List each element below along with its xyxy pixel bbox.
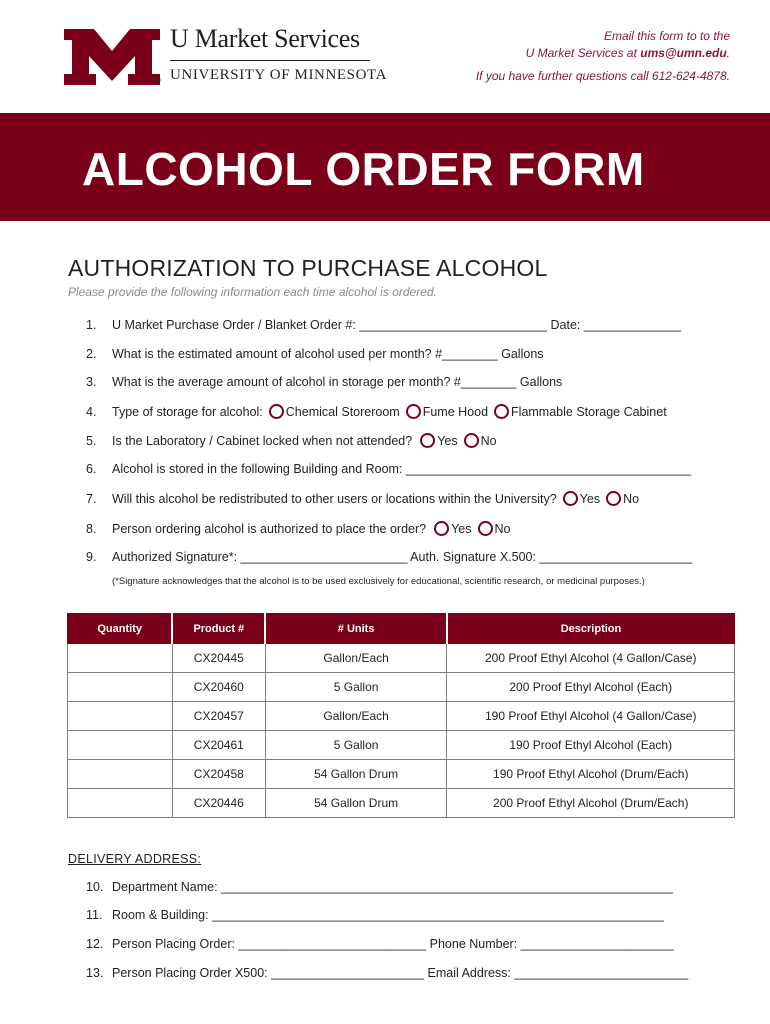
description-cell: 200 Proof Ethyl Alcohol (4 Gallon/Case) — [447, 644, 735, 673]
product-cell: CX20460 — [172, 673, 265, 702]
radio-no[interactable] — [478, 521, 493, 536]
question-number: 5. — [86, 433, 97, 448]
product-cell: CX20458 — [172, 760, 265, 789]
radio-no[interactable] — [464, 433, 479, 448]
column-header-quantity: Quantity — [68, 614, 173, 644]
order-table — [67, 613, 735, 818]
contact-prefix: U Market Services at — [525, 46, 641, 60]
radio-flammable-storage-cabinet[interactable] — [494, 404, 509, 419]
brand-university: UNIVERSITY OF MINNESOTA — [170, 67, 388, 83]
question-number: 3. — [86, 375, 97, 389]
form-title: ALCOHOL ORDER FORM — [82, 143, 645, 195]
table-row — [68, 673, 735, 702]
quantity-cell[interactable] — [68, 789, 173, 818]
option-label: Yes — [579, 491, 601, 506]
question-number: 1. — [86, 318, 97, 332]
column-header-description: Description — [447, 614, 735, 644]
table-row — [68, 702, 735, 731]
question-number: 11. — [86, 908, 103, 922]
question-number: 4. — [86, 404, 97, 419]
question-12[interactable] — [86, 937, 674, 951]
product-cell: CX20461 — [172, 731, 265, 760]
question-10[interactable] — [86, 880, 673, 894]
question-number: 13. — [86, 966, 104, 980]
question-number: 2. — [86, 347, 97, 361]
units-cell: 5 Gallon — [265, 731, 447, 760]
question-5 — [86, 433, 497, 448]
contact-line-1: Email this form to to the — [603, 29, 730, 43]
contact-email-link[interactable]: ums@umn.edu — [640, 46, 727, 60]
option-label: Chemical Storeroom — [285, 404, 400, 419]
question-8 — [86, 521, 510, 536]
question-9[interactable] — [86, 550, 692, 564]
option-label: Flammable Storage Cabinet — [511, 404, 667, 419]
registered-mark: ® — [155, 76, 161, 85]
question-1[interactable] — [86, 318, 681, 332]
question-2[interactable] — [86, 347, 544, 361]
radio-chemical-storeroom[interactable] — [269, 404, 284, 419]
quantity-cell[interactable] — [68, 673, 173, 702]
table-row — [68, 731, 735, 760]
table-header-row — [68, 614, 735, 644]
question-text: U Market Purchase Order / Blanket Order #: ___________________________ Date: ______________ — [112, 318, 682, 332]
question-text: Department Name: _________________________________________________________________ — [112, 880, 673, 894]
description-cell: 190 Proof Ethyl Alcohol (Drum/Each) — [447, 760, 735, 789]
radio-yes[interactable] — [420, 433, 435, 448]
product-cell: CX20446 — [172, 789, 265, 818]
contact-info — [476, 28, 730, 85]
question-number: 6. — [86, 462, 97, 476]
radio-no[interactable] — [606, 491, 621, 506]
units-cell: 54 Gallon Drum — [265, 789, 447, 818]
question-text: Person Placing Order X500: ______________________ Email Address: _________________________ — [112, 966, 689, 980]
question-3[interactable] — [86, 375, 562, 389]
question-13[interactable] — [86, 966, 688, 980]
table-row — [68, 760, 735, 789]
question-text: What is the average amount of alcohol in storage per month? #________ Gallons — [112, 375, 563, 389]
description-cell: 200 Proof Ethyl Alcohol (Each) — [447, 673, 735, 702]
brand-divider — [170, 60, 370, 61]
table-row — [68, 789, 735, 818]
column-header-units: # Units — [265, 614, 447, 644]
question-text: Person Placing Order: ___________________________ Phone Number: ______________________ — [112, 937, 674, 951]
question-text: Person ordering alcohol is authorized to place the order? — [112, 521, 427, 536]
section-instructions: Please provide the following information each time alcohol is ordered. — [68, 285, 437, 299]
question-6[interactable] — [86, 462, 691, 476]
question-4 — [86, 404, 667, 419]
question-text: Authorized Signature*: ________________________ Auth. Signature X.500: ______________________ — [112, 550, 693, 564]
description-cell: 200 Proof Ethyl Alcohol (Drum/Each) — [447, 789, 735, 818]
units-cell: Gallon/Each — [265, 702, 447, 731]
quantity-cell[interactable] — [68, 702, 173, 731]
option-label: Yes — [437, 433, 458, 448]
units-cell: 54 Gallon Drum — [265, 760, 447, 789]
product-cell: CX20445 — [172, 644, 265, 673]
description-cell: 190 Proof Ethyl Alcohol (4 Gallon/Case) — [447, 702, 735, 731]
quantity-cell[interactable] — [68, 760, 173, 789]
quantity-cell[interactable] — [68, 644, 173, 673]
question-text: Alcohol is stored in the following Building and Room: _________________________________________ — [112, 462, 691, 476]
option-label: No — [494, 521, 511, 536]
section-title: AUTHORIZATION TO PURCHASE ALCOHOL — [68, 255, 548, 281]
radio-yes[interactable] — [563, 491, 578, 506]
delivery-address-heading: DELIVERY ADDRESS: — [68, 852, 202, 866]
contact-line-2 — [476, 45, 730, 62]
units-cell: 5 Gallon — [265, 673, 447, 702]
units-cell: Gallon/Each — [265, 644, 447, 673]
question-text: Type of storage for alcohol: — [112, 404, 263, 419]
question-text: Will this alcohol be redistributed to other users or locations within the University? — [112, 491, 557, 506]
product-cell: CX20457 — [172, 702, 265, 731]
question-7 — [86, 491, 639, 506]
option-label: No — [480, 433, 497, 448]
question-number: 8. — [86, 521, 97, 536]
option-label: Fume Hood — [422, 404, 489, 419]
question-text: Room & Building: _________________________________________________________________ — [112, 908, 664, 922]
description-cell: 190 Proof Ethyl Alcohol (Each) — [447, 731, 735, 760]
option-label: No — [623, 491, 640, 506]
column-header-product: Product # — [172, 614, 265, 644]
question-text: Is the Laboratory / Cabinet locked when not attended? — [112, 433, 413, 448]
question-number: 9. — [86, 550, 97, 564]
contact-suffix: . — [726, 46, 730, 60]
question-number: 10. — [86, 880, 104, 894]
contact-line-3: If you have further questions call 612-624-4878. — [475, 69, 730, 83]
question-number: 7. — [86, 491, 97, 506]
question-11[interactable] — [86, 908, 664, 922]
option-label: Yes — [451, 521, 472, 536]
signature-footnote: (*Signature acknowledges that the alcohol is to be used exclusively for educational, scientific research, or medicinal purposes.) — [112, 576, 645, 587]
radio-fume-hood[interactable] — [406, 404, 421, 419]
radio-yes[interactable] — [434, 521, 449, 536]
table-row — [68, 644, 735, 673]
question-text: What is the estimated amount of alcohol used per month? #________ Gallons — [112, 347, 544, 361]
brand-name: U Market Services — [170, 24, 360, 53]
quantity-cell[interactable] — [68, 731, 173, 760]
question-number: 12. — [86, 937, 104, 951]
university-block-m-logo — [64, 29, 160, 85]
